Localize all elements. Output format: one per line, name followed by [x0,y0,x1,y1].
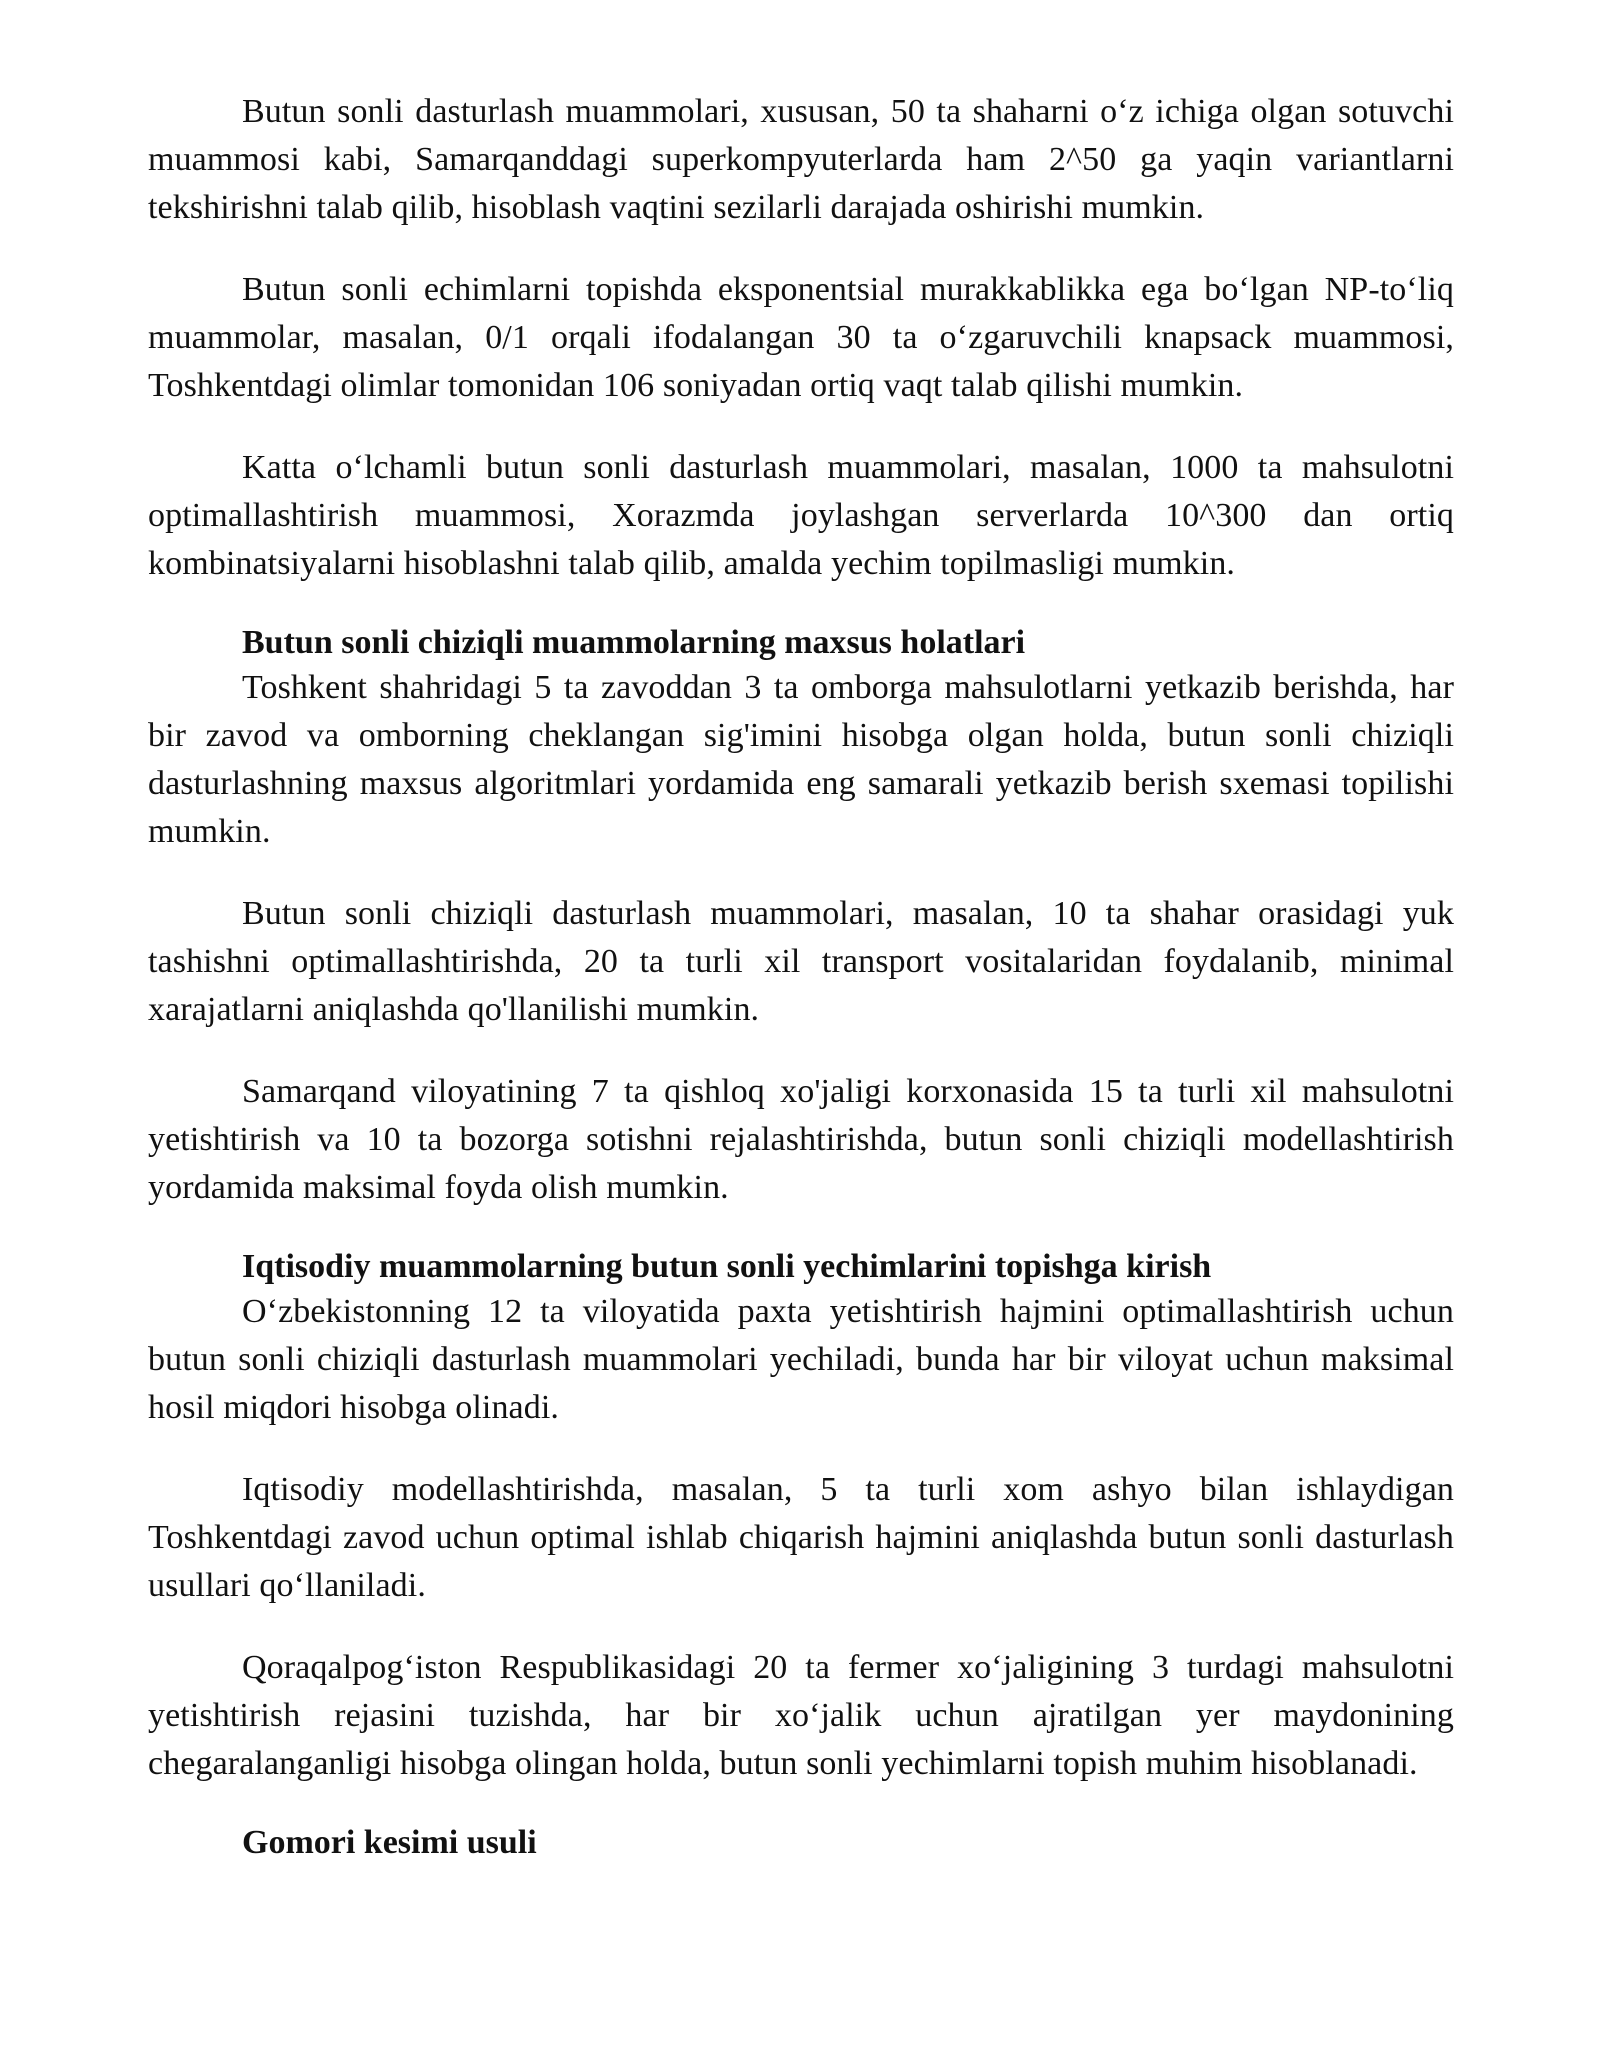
paragraph-transport: Butun sonli chiziqli dasturlash muammolari, masalan, 10 ta shahar orasidagi yuk tashishni optimallashtirishda, 20 ta turli xil transport vositalaridan foydalanib, minimal xarajatlarni aniqlashda qo'llanilishi mumkin. [148,895,1454,1028]
paragraph-agriculture: Samarqand viloyatining 7 ta qishloq xo'jaligi korxonasida 15 ta turli xil mahsulotni yetishtirish va 10 ta bozorga sotishni rejalashtirishda, butun sonli chiziqli modellashtirish yordamida maksimal foyda olish mumkin. [148,1073,1454,1206]
paragraph-farms: Qoraqalpog‘iston Respublikasidagi 20 ta fermer xo‘jaligining 3 turdagi mahsulotni yetishtirish rejasini tuzishda, har bir xo‘jalik uchun ajratilgan yer maydonining chegaralanganligi hisobga olingan holda, butun sonli yechimlarni topish muhim hisoblanadi. [148,1649,1454,1782]
paragraph-raw-materials: Iqtisodiy modellashtirishda, masalan, 5 ta turli xom ashyo bilan ishlaydigan Toshkentdagi zavod uchun optimal ishlab chiqarish hajmini aniqlashda butun sonli dasturlash usullari qo‘llaniladi. [148,1471,1454,1604]
section-economic-problems [148,1246,1454,1788]
section-special-cases [148,622,1454,1212]
paragraph-np-complete: Butun sonli echimlarni topishda eksponentsial murakkablikka ega bo‘lgan NP-to‘liq muammolar, masalan, 0/1 orqali ifodalangan 30 ta o‘zgaruvchili knapsack muammosi, Toshkentdagi olimlar tomonidan 106 soniyadan ortiq vaqt talab qilishi mumkin. [148,271,1454,404]
paragraph-cotton: O‘zbekistonning 12 ta viloyatida paxta yetishtirish hajmini optimallashtirish uchun butun sonli chiziqli dasturlash muammolari yechiladi, bunda har bir viloyat uchun maksimal hosil miqdori hisobga olinadi. [148,1293,1454,1426]
section-heading: Butun sonli chiziqli muammolarning maxsus holatlari [242,624,1026,661]
section-gomory [148,1822,1454,1864]
section-heading: Iqtisodiy muammolarning butun sonli yechimlarini topishga kirish [242,1248,1212,1285]
paragraph-large-scale: Katta o‘lchamli butun sonli dasturlash muammolari, masalan, 1000 ta mahsulotni optimallashtirish muammosi, Xorazmda joylashgan serverlarda 10^300 dan ortiq kombinatsiyalarni hisoblashni talab qilib, amalda yechim topilmasligi mumkin. [148,449,1454,582]
paragraph-factory-delivery: Toshkent shahridagi 5 ta zavoddan 3 ta omborga mahsulotlarni yetkazib berishda, har bir zavod va omborning cheklangan sig'imini hisobga olgan holda, butun sonli chiziqli dasturlashning maxsus algoritmlari yordamida eng samarali yetkazib berish sxemasi topilishi mumkin. [148,669,1454,850]
paragraph-supercomputer: Butun sonli dasturlash muammolari, xususan, 50 ta shaharni o‘z ichiga olgan sotuvchi muammosi kabi, Samarqanddagi superkompyuterlarda ham 2^50 ga yaqin variantlarni tekshirishni talab qilib, hisoblash vaqtini sezilarli darajada oshirishi mumkin. [148,93,1454,226]
section-heading: Gomori kesimi usuli [242,1824,537,1861]
page-content [148,88,1454,1864]
